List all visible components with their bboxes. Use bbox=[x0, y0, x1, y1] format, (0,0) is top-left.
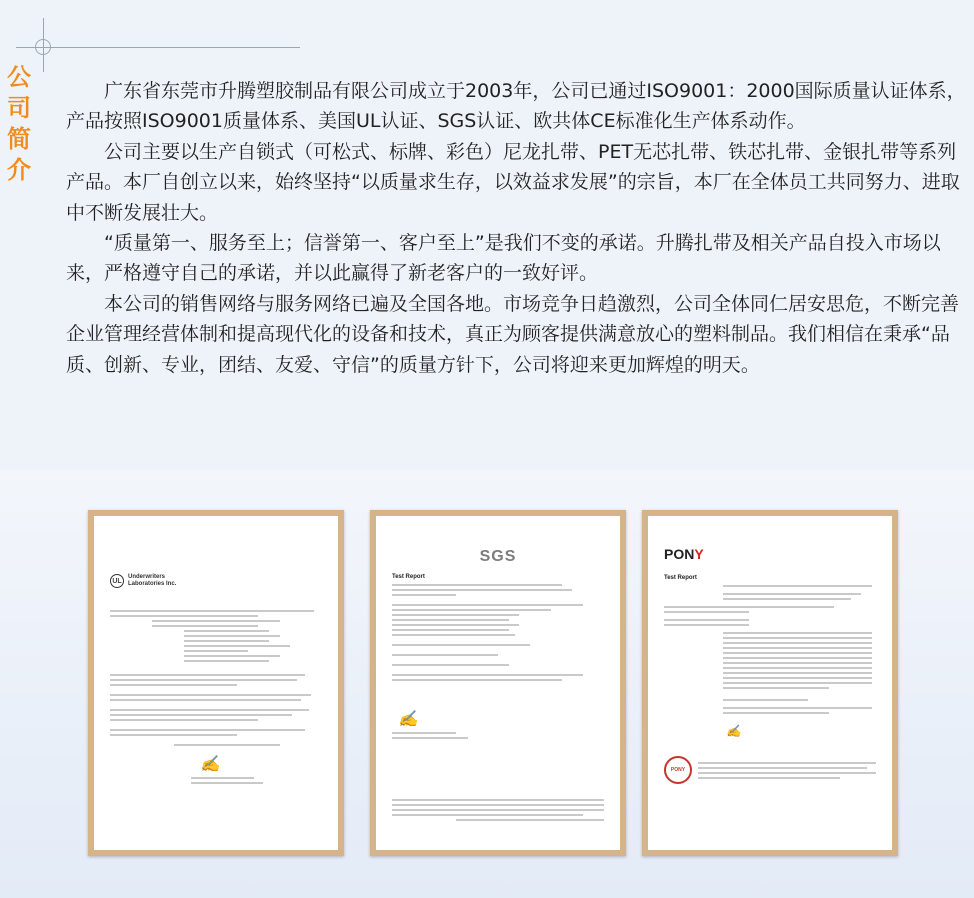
ul-certificate-page bbox=[94, 516, 338, 850]
pony-report-heading: Test Report bbox=[664, 575, 697, 581]
pony-footer bbox=[664, 756, 876, 784]
section-title-char: 介 bbox=[7, 156, 31, 184]
ul-logo-mark: UL bbox=[110, 574, 124, 588]
pony-logo-subtitle bbox=[664, 562, 876, 567]
ul-certificate-image bbox=[88, 510, 344, 856]
signature-image: ✍ bbox=[398, 709, 418, 728]
company-intro-text bbox=[66, 76, 966, 380]
intro-paragraph-2: 公司主要以生产自锁式（可松式、标牌、彩色）尼龙扎带、PET无芯扎带、铁芯扎带、金银扎带等系列产品。本厂自创立以来，始终坚持“以质量求生存，以效益求发展”的宗旨，本厂在全体员工共同努力、进取中不断发展壮大。 bbox=[66, 140, 960, 224]
intro-paragraph-1: 广东省东莞市升腾塑胶制品有限公司成立于2003年，公司已通过ISO9001：2000国际质量认证体系，产品按照ISO9001质量体系、美国UL认证、SGS认证、欧共体CE标准化生产体系动作。 bbox=[66, 80, 966, 133]
signature-lines bbox=[392, 732, 604, 739]
footer-text-lines bbox=[392, 799, 604, 821]
pony-logo: PONY bbox=[664, 546, 704, 562]
signature-image: ✍ bbox=[726, 724, 741, 738]
ul-logo-text: Underwriters Laboratories Inc. bbox=[128, 574, 177, 587]
intro-paragraph-4: 本公司的销售网络与服务网络已遍及全国各地。市场竞争日趋激烈，公司全体同仁居安思危，不断完善企业管理经营体制和提高现代化的设备和技术，真正为顾客提供满意放心的塑料制品。我们相信在秉承“品质、创新、专业，团结、友爱、守信”的质量方针下，公司将迎来更加辉煌的明天。 bbox=[66, 292, 960, 376]
sgs-certificate-page bbox=[376, 516, 620, 850]
section-title-char: 司 bbox=[7, 94, 31, 122]
ul-logo bbox=[110, 574, 322, 588]
certificate-text-lines bbox=[392, 584, 604, 681]
pony-seal-stamp: PONY bbox=[664, 756, 692, 784]
decorative-horizontal-line bbox=[16, 47, 300, 48]
sgs-report-heading: Test Report bbox=[392, 574, 425, 580]
certificate-text-lines bbox=[110, 610, 322, 746]
sgs-logo: SGS bbox=[479, 548, 517, 565]
certificate-text-lines bbox=[664, 585, 876, 714]
pony-certificate-page bbox=[648, 516, 892, 850]
signature-lines bbox=[110, 777, 322, 784]
signature-image: ✍ bbox=[200, 754, 220, 773]
pony-certificate-image bbox=[642, 510, 898, 856]
section-title-char: 简 bbox=[7, 125, 31, 153]
section-title-company-profile bbox=[4, 62, 34, 186]
sgs-certificate-image bbox=[370, 510, 626, 856]
footer-text-lines bbox=[698, 759, 876, 782]
decorative-circle-icon bbox=[35, 39, 51, 55]
section-title-char: 公 bbox=[7, 63, 31, 91]
intro-paragraph-3: “质量第一、服务至上；信誉第一、客户至上”是我们不变的承诺。升腾扎带及相关产品自投入市场以来，严格遵守自己的承诺，并以此赢得了新老客户的一致好评。 bbox=[66, 232, 941, 285]
